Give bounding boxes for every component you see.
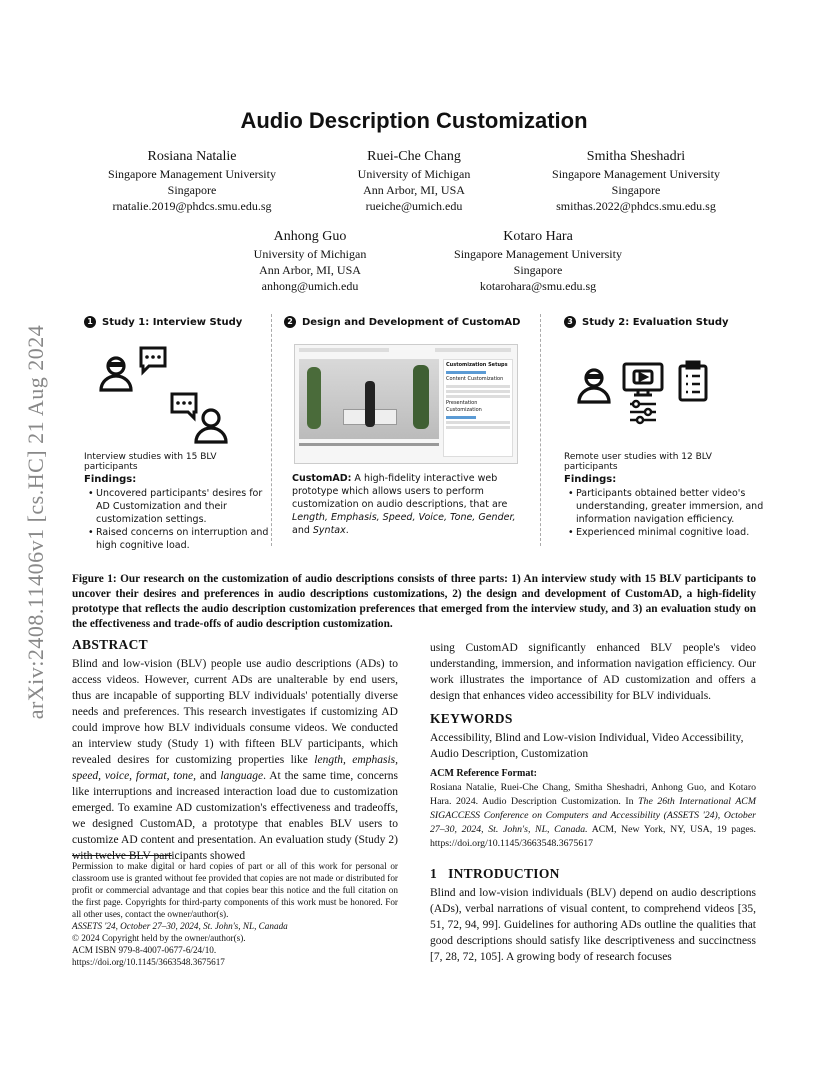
abstract-part: . At the same time, concerns like interruptions and increased interaction load due to customization emerged. To examine AD customization's effectiveness and tradeoffs, we designed CustomAD, a prototype that enables BLV users to customize AD content and presentation. An evaluation study (Study 2) with twelve BLV participants showed	[72, 770, 398, 862]
panel-3-findings	[566, 487, 766, 539]
abstract-text	[72, 656, 398, 864]
abstract-continuation: using CustomAD significantly enhanced BLV people's video understanding, immersion, and information navigation efficiency. Our work illustrates the importance of AD customization and offers a design that enhances video accessibility for BLV individuals.	[430, 642, 756, 702]
speech-bubble-icon	[172, 394, 196, 418]
venue-line: ASSETS '24, October 27–30, 2024, St. John's, NL, Canada	[72, 921, 288, 931]
panel-2-title: Design and Development of CustomAD	[302, 316, 521, 328]
keywords-text: Accessibility, Blind and Low-vision Individual, Video Accessibility, Audio Description, Customization	[430, 732, 744, 760]
teaser-figure	[84, 314, 764, 554]
footnote-rule	[72, 855, 172, 856]
permission-block	[72, 860, 398, 968]
author-location: Singapore	[611, 183, 661, 197]
setting-bar	[446, 395, 510, 398]
panel-1-findings	[86, 487, 270, 552]
doi-line: https://doi.org/10.1145/3663548.3675617	[72, 957, 225, 967]
description-text: A high-fidelity interactive web prototype which allows users to perform customization on audio descriptions, that are	[292, 473, 508, 510]
findings-item: • Participants obtained better video's understanding, greater immersion, and information navigation efficiency.	[576, 487, 766, 526]
clipboard-icon	[680, 362, 706, 400]
toolbar-bar	[435, 348, 511, 352]
panel-2-header	[284, 316, 520, 328]
panel-3-caption: Remote user studies with 12 BLV participants	[564, 452, 712, 472]
author-location: Ann Arbor, MI, USA	[363, 183, 465, 197]
author-name: Rosiana Natalie	[147, 149, 237, 164]
author-affiliation: Singapore Management University	[552, 167, 720, 181]
description-italic: Syntax	[312, 525, 346, 536]
author-affiliation: Singapore Management University	[108, 167, 276, 181]
author-affiliation: Singapore Management University	[454, 247, 622, 261]
findings-item: • Raised concerns on interruption and high cognitive load.	[96, 526, 270, 552]
arxiv-banner	[20, 282, 52, 762]
video-frame	[299, 359, 439, 439]
presentation-customization-label: Presentation Customization	[446, 400, 482, 413]
setting-bar	[446, 421, 510, 424]
evaluation-illustration	[574, 360, 724, 430]
toolbar-bar	[299, 348, 389, 352]
copyright-line: © 2024 Copyright held by the owner/author(s).	[72, 933, 246, 943]
author-email: kotarohara@smu.edu.sg	[479, 279, 597, 293]
step-number-badge: 2	[284, 316, 296, 328]
sliders-icon	[630, 401, 656, 423]
setting-bar	[446, 416, 476, 419]
acm-ref-part: ACM, New York, NY, USA, 19 pages. https://doi.org/10.1145/3663548.3675617	[430, 824, 757, 849]
content-customization-label: Content Customization	[446, 376, 504, 382]
abstract-part: Blind and low-vision (BLV) people use audio descriptions (ADs) to access videos. However, current ADs are unalterable by end users, thus are incapable of supporting BLV individuals' potentially diverse needs and preferences. This research investigates if customizing AD could improve how BLV individuals consume videos. We conducted an interview study (Study 1) with fifteen BLV participants, which revealed desires for customizing properties like	[72, 658, 398, 766]
author-email: rnatalie.2019@phdcs.smu.edu.sg	[112, 199, 272, 213]
isbn-line: ACM ISBN 979-8-4007-0677-6/24/10.	[72, 945, 217, 955]
setting-bar	[446, 426, 510, 429]
description-italic: Length, Emphasis, Speed, Voice, Tone, Gender,	[292, 512, 516, 523]
author-affiliation: University of Michigan	[253, 247, 367, 261]
author-block	[72, 148, 312, 214]
acm-ref-text	[430, 781, 756, 851]
author-location: Singapore	[513, 263, 563, 277]
intro-text: Blind and low-vision individuals (BLV) depend on audio descriptions (ADs), verbal narrations of visual content, to comprehend videos [35, 51, 72, 94, 99]. Guidelines for authoring ADs outline the qualities that good descriptions should satisfy like descriptiveness and succinctness [7, 28, 72, 105]. A growing body of research focuses	[430, 887, 756, 963]
panel-1-caption: Interview studies with 15 BLV participants	[84, 452, 217, 472]
monitor-video-icon	[624, 364, 662, 395]
panel-divider	[271, 314, 272, 546]
author-location: Ann Arbor, MI, USA	[259, 263, 361, 277]
customization-panel	[443, 359, 513, 457]
setting-bar	[446, 390, 510, 393]
description-text: and	[292, 525, 313, 536]
figure-caption: Figure 1: Our research on the customization of audio descriptions consists of three parts: 1) An interview study with 15 BLV participants to uncover their desires and preferences in audio descriptions customizations, 2) the design and development of CustomAD, a high-fidelity prototype that reflects the audio description customization preferences that emerged from the interview study, and 3) an evaluation study on the effectiveness and trade-offs of audio description customization.	[72, 573, 756, 630]
author-email: rueiche@umich.edu	[365, 199, 463, 213]
setting-bar	[446, 385, 510, 388]
panel-2-description	[292, 472, 522, 537]
author-block	[330, 148, 498, 214]
author-affiliation: University of Michigan	[357, 167, 471, 181]
blindfold-icon	[109, 362, 123, 367]
panel-3-header	[564, 316, 729, 328]
description-text: .	[345, 525, 349, 536]
step-number-badge: 3	[564, 316, 576, 328]
intro-heading: 1 INTRODUCTION	[430, 866, 560, 881]
panel-divider	[540, 314, 541, 546]
customad-screenshot	[294, 344, 518, 464]
setting-bar	[446, 371, 486, 374]
customization-setups-title: Customization Setups	[446, 362, 508, 368]
author-email: anhong@umich.edu	[261, 279, 359, 293]
panel-3-title: Study 2: Evaluation Study	[582, 316, 729, 328]
panel-1-title: Study 1: Interview Study	[102, 316, 243, 328]
video-progress	[299, 443, 439, 446]
panel-1-header	[84, 316, 242, 328]
acm-ref-heading: ACM Reference Format:	[430, 768, 537, 779]
acm-ref-italic: The 26th International ACM SIGACCESS Conference on Computers and Accessibility (ASSETS '24), October 27–30, 2024, St. John's, NL, Canada.	[430, 796, 757, 835]
arxiv-id: arXiv:2408.11406v1 [cs.HC] 21 Aug 2024	[23, 324, 48, 720]
findings-item: • Uncovered participants' desires for AD Customization and their customization settings.	[96, 487, 270, 526]
panel-1-findings-title: Findings:	[84, 474, 137, 485]
plant-right	[413, 365, 429, 429]
dancer	[365, 381, 375, 427]
permission-text: Permission to make digital or hard copies of part or all of this work for personal or classroom use is granted without fee provided that copies are not made or distributed for profit or commercial advantage and that copies bear this notice and the full citation on the first page. Copyrights for third-party components of this work must be honored. For all other uses, contact the owner/author(s).	[72, 861, 398, 919]
abstract-part: and	[195, 770, 221, 782]
speech-bubble-icon	[141, 348, 165, 372]
step-number-badge: 1	[84, 316, 96, 328]
author-block	[516, 148, 756, 214]
abstract-heading: ABSTRACT	[72, 637, 148, 652]
abstract-italic: language	[220, 770, 264, 782]
author-name: Kotaro Hara	[503, 229, 573, 244]
author-block	[418, 228, 658, 294]
author-location: Singapore	[167, 183, 217, 197]
abstract-italic: length, emphasis, speed, voice, format, tone,	[72, 754, 398, 782]
keywords-heading: KEYWORDS	[430, 711, 513, 726]
acm-ref-part: Rosiana Natalie, Ruei-Che Chang, Smitha Sheshadri, Anhong Guo, and Kotaro Hara. 2024. Audio Description Customization. In	[430, 782, 756, 807]
author-name: Anhong Guo	[273, 229, 347, 244]
author-block	[220, 228, 400, 294]
customad-label: CustomAD:	[292, 473, 352, 484]
plant-left	[307, 367, 321, 429]
interview-illustration	[96, 344, 246, 456]
panel-3-findings-title: Findings:	[564, 474, 617, 485]
paper-title: Audio Description Customization	[240, 108, 588, 133]
person-icon	[196, 410, 226, 442]
findings-item: • Experienced minimal cognitive load.	[576, 526, 766, 539]
author-email: smithas.2022@phdcs.smu.edu.sg	[556, 199, 716, 213]
author-name: Ruei-Che Chang	[367, 149, 461, 164]
author-name: Smitha Sheshadri	[586, 149, 686, 164]
